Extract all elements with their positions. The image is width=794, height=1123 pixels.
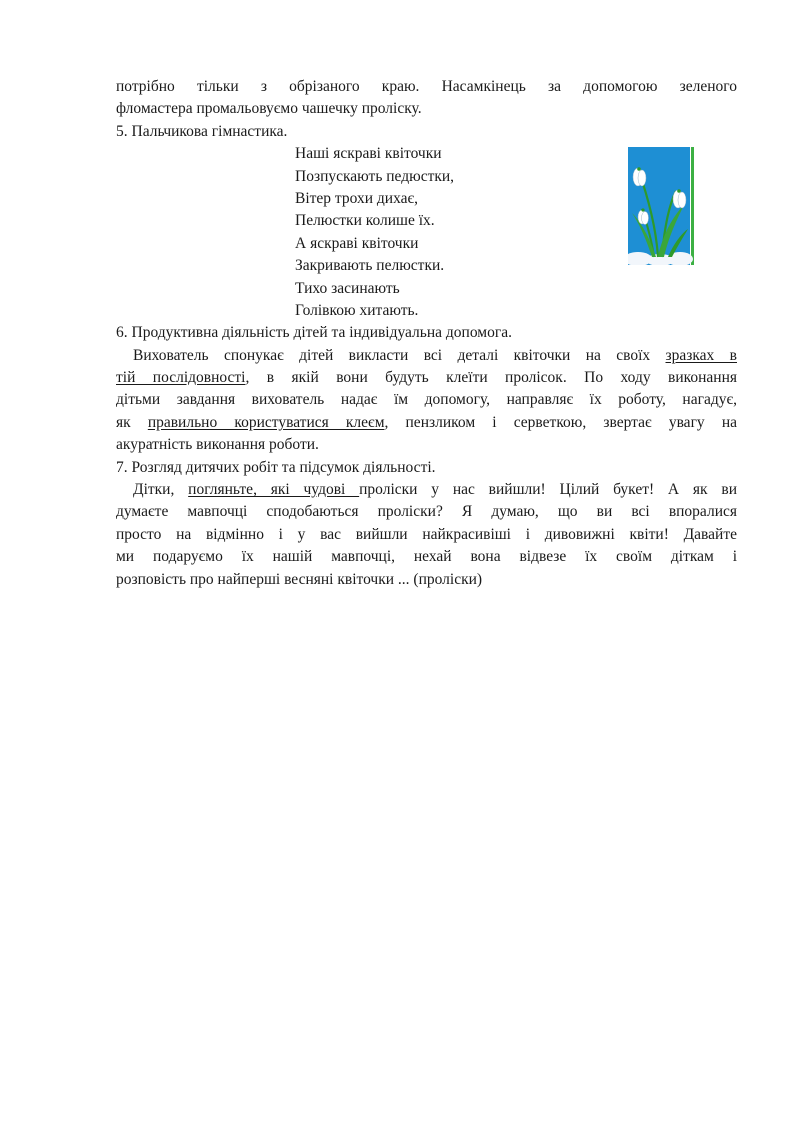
text-run: проліски у нас вийшли! Цілий букет! А як ви [359,481,737,499]
section-heading: 6. Продуктивна діяльність дітей та індивідуальна допомога. [116,324,512,342]
paragraph-line: фломастера промальовуємо чашечку проліску. [116,100,422,118]
poem-line: Закривають пелюстки. [295,257,445,275]
poem-line: Вітер трохи дихає, [295,190,419,208]
document-page [116,76,737,591]
poem-line: Голівкою хитають. [295,302,419,320]
text-run: , в якій вони будуть клеїти пролісок. По ходу виконання [245,369,737,387]
paragraph-line [116,412,737,434]
paragraph-line: дітьми завдання вихователь надає їм допомогу, направляє їх роботу, нагадує, [116,391,737,409]
poem-line: Пелюстки колише їх. [295,212,435,230]
poem [295,143,454,322]
underlined-text: тій послідовності [116,369,246,387]
snowdrop-craft-image [628,147,698,265]
poem-block [116,143,737,322]
paragraph-line [116,345,737,367]
section-heading: 7. Розгляд дитячих робіт та підсумок діяльності. [116,458,436,476]
paragraph-line: акуратність виконання роботи. [116,436,319,454]
paragraph-line: ми подаруємо їх нашій мавпочці, нехай вона відвезе їх своїм діткам і [116,548,737,566]
section-heading: 5. Пальчикова гімнастика. [116,122,288,140]
poem-line: Тихо засинають [295,279,400,297]
paragraph-line: потрібно тільки з обрізаного краю. Насамкінець за допомогою зеленого [116,78,737,95]
text-run: Вихователь спонукає дітей викласти всі деталі квіточки на своїх [133,346,666,364]
paragraph-line: розповість про найперші весняні квіточки ... (проліски) [116,570,483,588]
underlined-text: правильно користуватися клеєм [147,413,385,431]
paragraph-line: думаєте мавпочці сподобаються проліски? Я думаю, що ви всі впоралися [116,503,737,521]
underlined-text: зразках в [665,346,737,364]
text-run: Дітки, [133,481,189,499]
poem-line: Наші яскраві квіточки [295,145,442,163]
paragraph-line [116,367,737,389]
poem-line: А яскраві квіточки [295,234,419,252]
text-run: , пензликом і серветкою, звертає увагу на [384,413,737,431]
paragraph-line [116,479,737,501]
paragraph-line: просто на відмінно і у вас вийшли найкрасивіші і дивовижні квіти! Давайте [116,525,737,543]
poem-line: Позпускають педюстки, [295,167,455,185]
text-run: як [116,413,148,431]
underlined-text: погляньте, які чудові [188,481,360,499]
